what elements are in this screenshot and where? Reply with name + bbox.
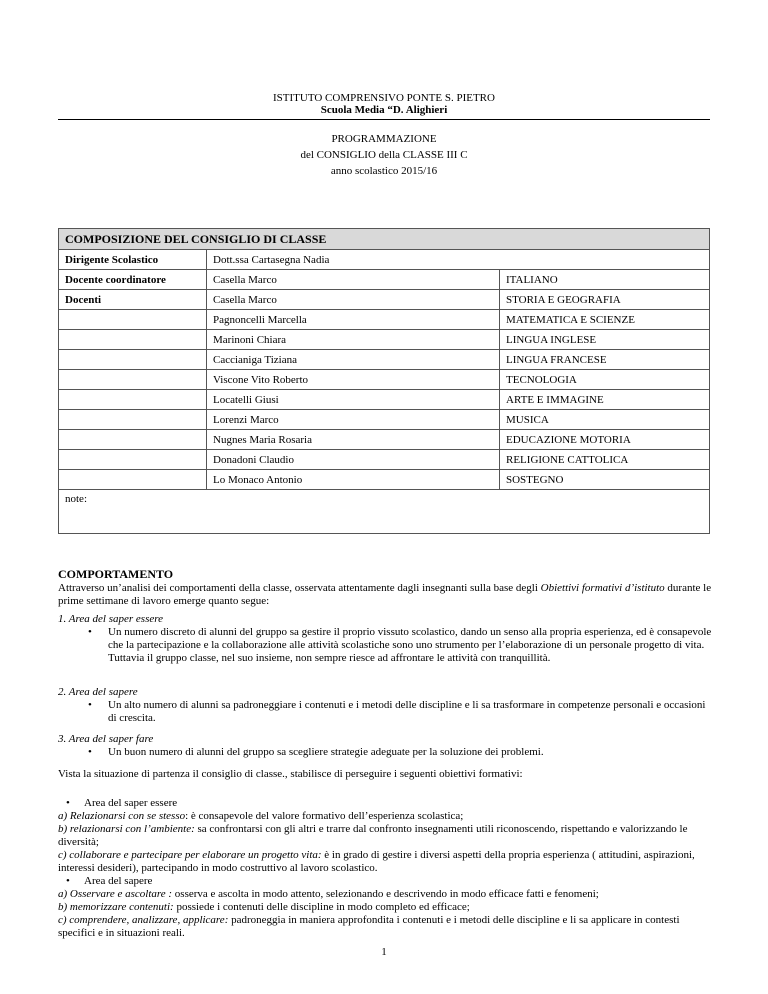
teacher-subject: LINGUA FRANCESE bbox=[500, 350, 710, 370]
page-number: 1 bbox=[381, 946, 387, 958]
teacher-name: Donadoni Claudio bbox=[207, 450, 500, 470]
vista-paragraph: Vista la situazione di partenza il consiglio di classe., stabilisce di perseguire i seguenti obiettivi formativi: bbox=[58, 768, 523, 780]
objective-text: è in grado di gestire i diversi aspetti della propria esperienza ( attitudini, aspirazioni, interessi desideri), partecipando in modo costruttivo al lavoro scolastico. bbox=[58, 849, 695, 874]
document-class: del CONSIGLIO della CLASSE III C bbox=[300, 149, 468, 161]
objective-heading: Area del saper essere bbox=[84, 797, 178, 809]
area-text: Un numero discreto di alunni del gruppo sa gestire il proprio vissuto scolastico, dando un senso alla propria esperienza, ed è consapevole che la partecipazione e la collaborazione alle attività scolastiche sono uno strumento per l’elaborazione di un personale progetto di vita. Tuttavia il gruppo classe, nel suo insieme, non sempre riesce ad affrontare le attività con tranquillità. bbox=[108, 626, 712, 664]
coordinator-subject: ITALIANO bbox=[500, 270, 710, 290]
teacher-name: Nugnes Maria Rosaria bbox=[207, 430, 500, 450]
docenti-label: Docenti bbox=[59, 290, 207, 310]
document-year: anno scolastico 2015/16 bbox=[330, 165, 438, 177]
school-name: ISTITUTO COMPRENSIVO PONTE S. PIETRO bbox=[273, 92, 495, 104]
objective-text: possiede i contenuti delle discipline in modo completo ed efficace; bbox=[173, 901, 470, 913]
table-title-row bbox=[59, 229, 710, 250]
objective-item bbox=[58, 823, 713, 849]
table-row bbox=[59, 470, 710, 490]
table-note: note: bbox=[59, 490, 710, 534]
objective-item bbox=[58, 914, 713, 940]
bullet-icon: • bbox=[66, 797, 70, 809]
teacher-name: Casella Marco bbox=[207, 290, 500, 310]
objective-label: c) comprendere, analizzare, applicare: bbox=[58, 914, 229, 926]
bullet-icon: • bbox=[88, 699, 92, 711]
table-row bbox=[59, 430, 710, 450]
teacher-name: Viscone Vito Roberto bbox=[207, 370, 500, 390]
objective-label: b) memorizzare contenuti: bbox=[58, 901, 174, 913]
table-row bbox=[59, 450, 710, 470]
teacher-subject: RELIGIONE CATTOLICA bbox=[500, 450, 710, 470]
teacher-name: Lo Monaco Antonio bbox=[207, 470, 500, 490]
intro-text: Attraverso un’analisi dei comportamenti della classe, osservata attentamente dagli insegnanti sulla base degli bbox=[58, 582, 541, 594]
document-title: PROGRAMMAZIONE bbox=[331, 133, 437, 145]
intro-text: durante le prime settimane di lavoro emerge quanto segue: bbox=[58, 582, 712, 607]
intro-emphasis: Obiettivi formativi d’istituto bbox=[540, 582, 665, 594]
objective-text: osserva e ascolta in modo attento, selezionando e descrivendo in modo efficace fatti e fenomeni; bbox=[172, 888, 599, 900]
objective-text: sa confrontarsi con gli altri e trarre dal confronto insegnamenti utili riconoscendo, rispettando e valorizzando le diversità; bbox=[58, 823, 688, 848]
teacher-name: Marinoni Chiara bbox=[207, 330, 500, 350]
objective-item bbox=[58, 849, 713, 875]
area-text: Un buon numero di alunni del gruppo sa scegliere strategie adeguate per la soluzione dei problemi. bbox=[108, 746, 544, 758]
teacher-subject: LINGUA INGLESE bbox=[500, 330, 710, 350]
teacher-subject: EDUCAZIONE MOTORIA bbox=[500, 430, 710, 450]
objective-item bbox=[58, 888, 713, 901]
objective-label: a) Relazionarsi con se stesso bbox=[58, 810, 186, 822]
area-heading: 1. Area del saper essere bbox=[58, 613, 163, 625]
teacher-name: Locatelli Giusi bbox=[207, 390, 500, 410]
table-row bbox=[59, 370, 710, 390]
table-row bbox=[59, 350, 710, 370]
teacher-subject: SOSTEGNO bbox=[500, 470, 710, 490]
teacher-subject: TECNOLOGIA bbox=[500, 370, 710, 390]
school-subtitle: Scuola Media “D. Alighieri bbox=[320, 104, 448, 116]
table-row bbox=[59, 310, 710, 330]
bullet-icon: • bbox=[66, 875, 70, 887]
table-row bbox=[59, 390, 710, 410]
table-title: COMPOSIZIONE DEL CONSIGLIO DI CLASSE bbox=[59, 229, 710, 250]
area-heading: 2. Area del sapere bbox=[58, 686, 138, 698]
coordinator-name: Casella Marco bbox=[207, 270, 500, 290]
objective-label: a) Osservare e ascoltare : bbox=[58, 888, 173, 900]
objective-heading: Area del sapere bbox=[84, 875, 153, 887]
table-row bbox=[59, 270, 710, 290]
objective-text: : è consapevole del valore formativo dell’esperienza scolastica; bbox=[185, 810, 464, 822]
coordinator-label: Docente coordinatore bbox=[59, 270, 207, 290]
area-text: Un alto numero di alunni sa padroneggiare i contenuti e i metodi delle discipline e li sa trasformare in competenze personali e occasioni di crescita. bbox=[108, 699, 706, 724]
table-row bbox=[59, 290, 710, 310]
objective-item bbox=[58, 901, 713, 914]
objective-label: b) relazionarsi con l’ambiente: bbox=[58, 823, 195, 835]
section-heading: COMPORTAMENTO bbox=[58, 567, 174, 581]
table-row bbox=[59, 250, 710, 270]
teacher-subject: MUSICA bbox=[500, 410, 710, 430]
teacher-name: Pagnoncelli Marcella bbox=[207, 310, 500, 330]
bullet-icon: • bbox=[88, 626, 92, 638]
table-row bbox=[59, 410, 710, 430]
table-row bbox=[59, 330, 710, 350]
objective-text: padroneggia in maniera approfondita i contenuti e i metodi delle discipline e li sa applicare in contesti specifici e in situazioni reali. bbox=[58, 914, 680, 939]
table-note-row bbox=[59, 490, 710, 534]
intro-paragraph bbox=[58, 582, 713, 608]
teacher-name: Caccianiga Tiziana bbox=[207, 350, 500, 370]
dirigente-name: Dott.ssa Cartasegna Nadia bbox=[207, 250, 710, 270]
teacher-subject: ARTE E IMMAGINE bbox=[500, 390, 710, 410]
teacher-subject: MATEMATICA E SCIENZE bbox=[500, 310, 710, 330]
dirigente-label: Dirigente Scolastico bbox=[59, 250, 207, 270]
header-divider bbox=[58, 119, 710, 120]
teacher-name: Lorenzi Marco bbox=[207, 410, 500, 430]
area-heading: 3. Area del saper fare bbox=[58, 733, 154, 745]
bullet-icon: • bbox=[88, 746, 92, 758]
council-composition-table bbox=[58, 228, 710, 534]
objective-label: c) collaborare e partecipare per elaborare un progetto vita: bbox=[58, 849, 322, 861]
objective-item bbox=[58, 810, 713, 823]
teacher-subject: STORIA E GEOGRAFIA bbox=[500, 290, 710, 310]
